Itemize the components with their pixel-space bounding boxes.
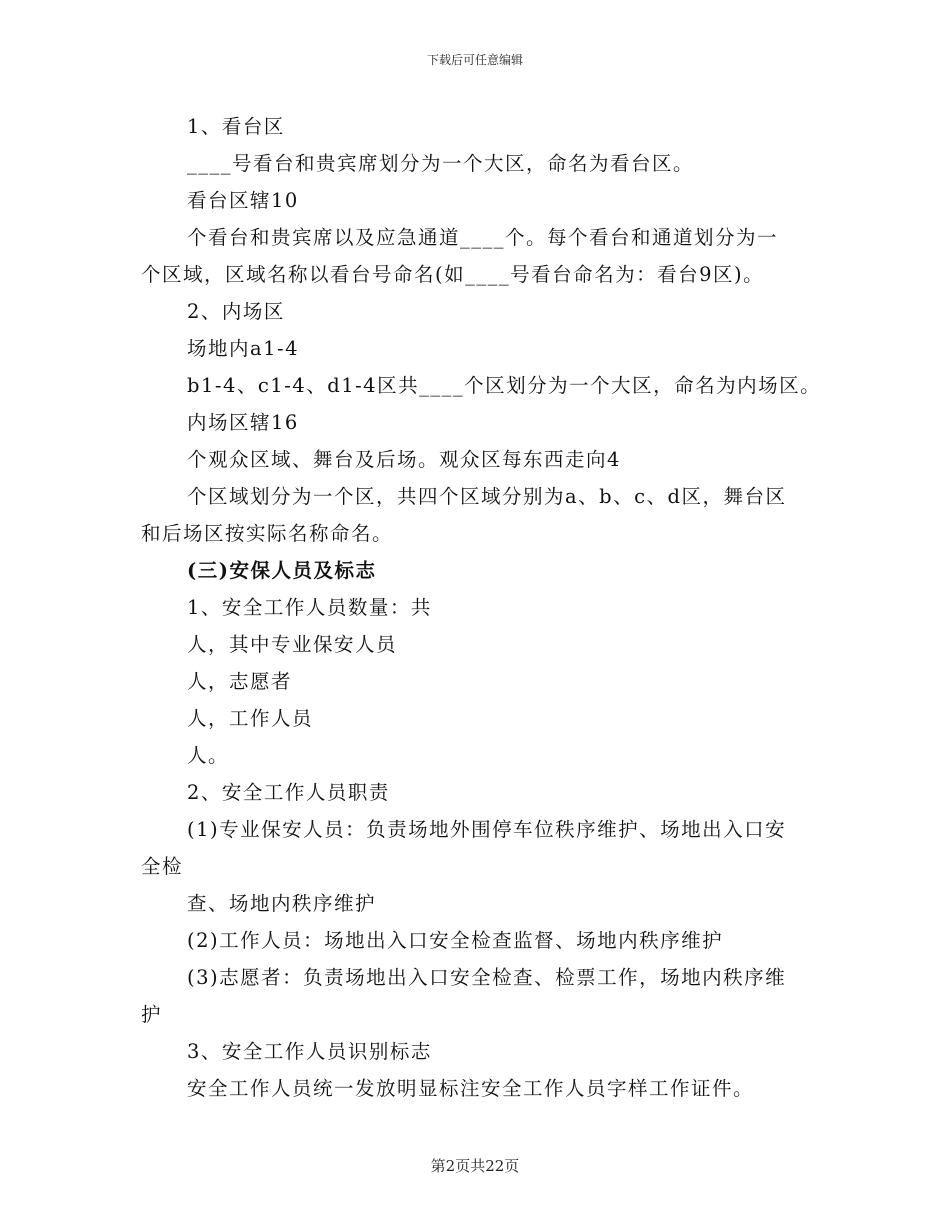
section-heading: (三)安保人员及标志 <box>187 559 377 582</box>
text-line: b1-4、c1-4、d1-4区共____个区划分为一个大区，命名为内场区。 <box>187 374 822 397</box>
text-line: 看台区辖10 <box>187 189 299 212</box>
text-line: 个看台和贵宾席以及应急通道____个。每个看台和通道划分为一 <box>187 226 779 249</box>
text-line: 全检 <box>141 855 184 878</box>
text-line: 护 <box>141 1003 163 1026</box>
page-header: 下载后可任意编辑 <box>426 53 523 67</box>
text-line: 人，其中专业保安人员 <box>187 633 398 656</box>
text-line: 人，工作人员 <box>187 707 314 730</box>
text-line: 2、安全工作人员职责 <box>187 781 390 804</box>
text-line: 个区域，区域名称以看台号命名(如____号看台命名为：看台9区)。 <box>141 263 765 286</box>
text-line: 场地内a1-4 <box>187 337 300 360</box>
text-line: 人，志愿者 <box>187 670 293 693</box>
text-line: 1、安全工作人员数量：共 <box>187 596 432 619</box>
text-line: 2、内场区 <box>187 300 285 323</box>
text-line: (3)志愿者：负责场地出入口安全检查、检票工作，场地内秩序维 <box>187 966 787 989</box>
text-line: 个观众区域、舞台及后场。观众区每东西走向4 <box>187 448 621 471</box>
text-line: 内场区辖16 <box>187 411 299 434</box>
document-body <box>141 108 822 1107</box>
text-line: (2)工作人员：场地出入口安全检查监督、场地内秩序维护 <box>187 929 724 952</box>
text-line: 个区域划分为一个区，共四个区域分别为a、b、c、d区，舞台区 <box>187 485 787 508</box>
text-line: 和后场区按实际名称命名。 <box>141 522 394 545</box>
text-line: 查、场地内秩序维护 <box>187 892 377 915</box>
text-line: 人。 <box>187 744 230 767</box>
text-line: 1、看台区 <box>187 115 285 138</box>
text-line: 3、安全工作人员识别标志 <box>187 1040 432 1063</box>
text-line: 安全工作人员统一发放明显标注安全工作人员字样工作证件。 <box>187 1077 755 1100</box>
text-line: ____号看台和贵宾席划分为一个大区，命名为看台区。 <box>187 152 695 175</box>
page-footer: 第2页共22页 <box>430 1157 520 1175</box>
text-line: (1)专业保安人员：负责场地外围停车位秩序维护、场地出入口安 <box>187 818 787 841</box>
